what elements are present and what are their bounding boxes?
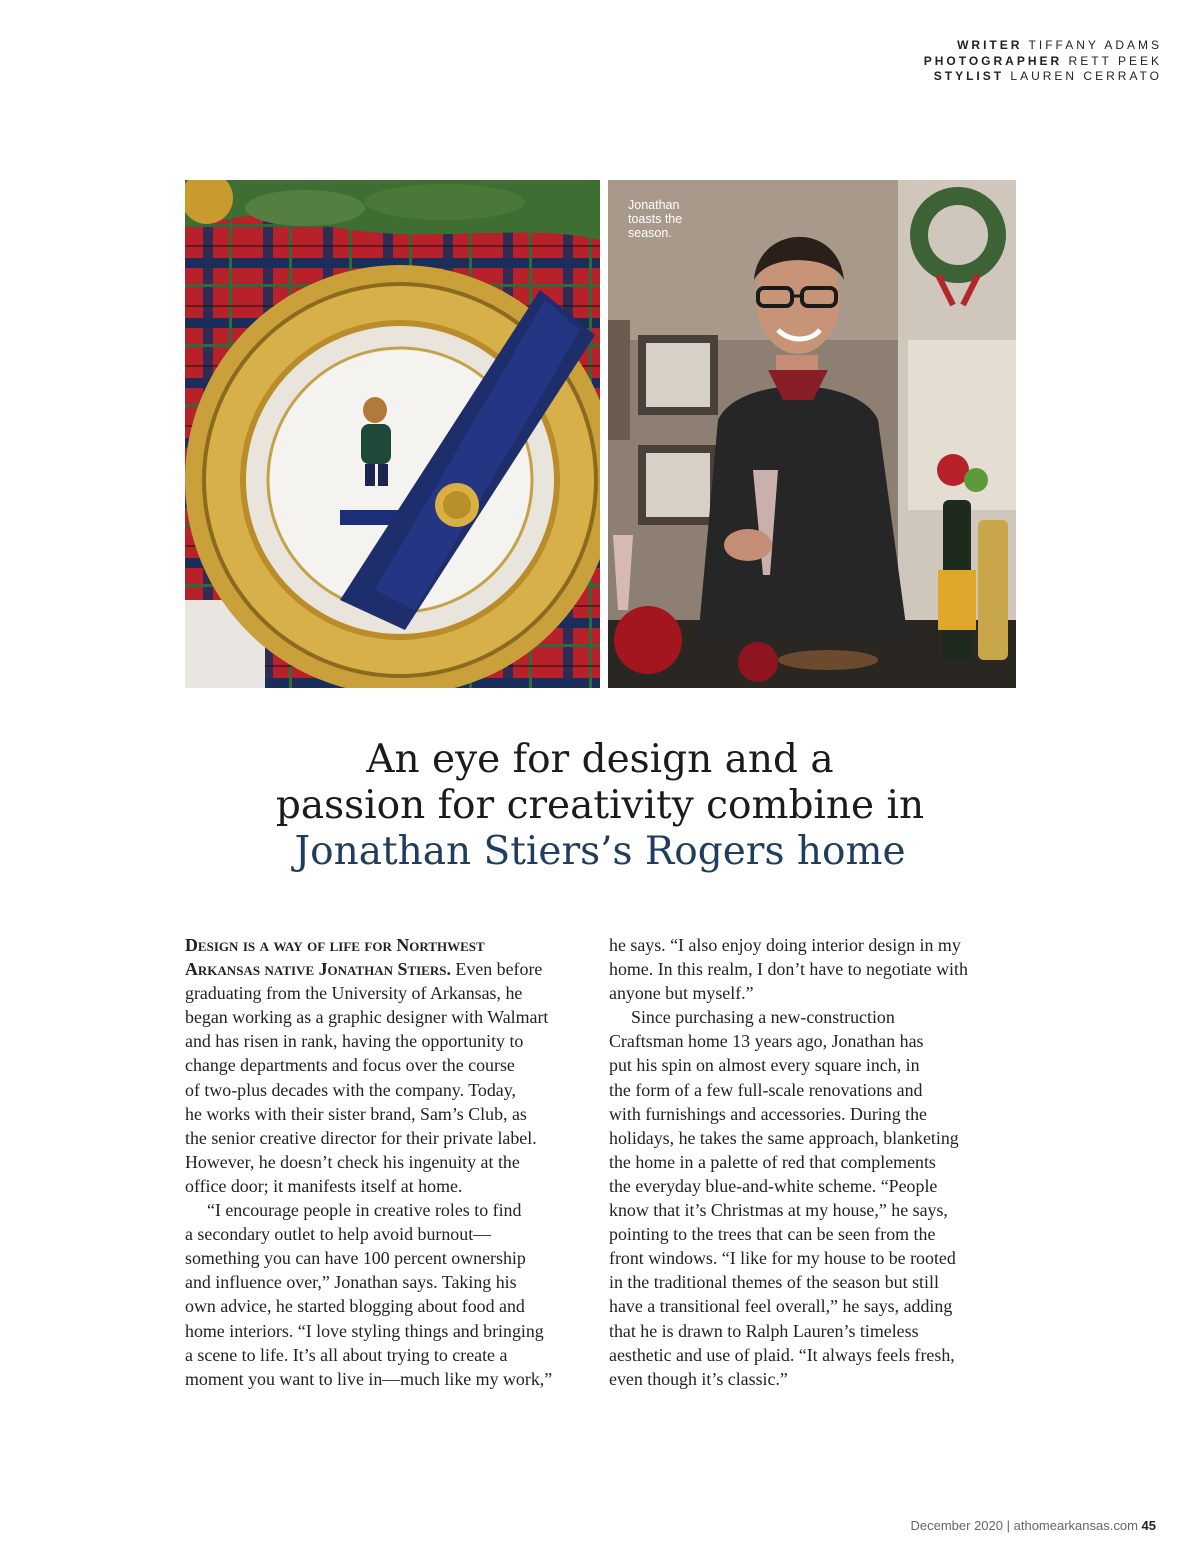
body-column-left <box>185 933 595 1391</box>
headline <box>150 737 1050 875</box>
body-column-right <box>609 933 1019 1391</box>
body-line: a secondary outlet to help avoid burnout— <box>185 1224 492 1245</box>
body-line: and has risen in rank, having the opportunity to <box>185 1031 524 1052</box>
credits-block <box>924 38 1162 85</box>
body-line: “I encourage people in creative roles to find <box>207 1200 522 1221</box>
body-line: in the traditional themes of the season but still <box>609 1272 939 1293</box>
body-line: have a transitional feel overall,” he says, adding <box>609 1296 953 1317</box>
body-line: home interiors. “I love styling things and bringing <box>185 1320 544 1341</box>
body-line: a scene to life. It’s all about trying to create a <box>185 1344 508 1365</box>
body-line: and influence over,” Jonathan says. Taking his <box>185 1272 517 1293</box>
lead-in-line: Design is a way of life for Northwest <box>185 935 485 955</box>
body-line: know that it’s Christmas at my house,” he says, <box>609 1200 948 1221</box>
footer-separator: | <box>1006 1518 1010 1533</box>
body-line: anyone but myself.” <box>609 983 754 1004</box>
stylist-credit: STYLIST LAUREN CERRATO <box>933 69 1162 83</box>
body-line: Craftsman home 13 years ago, Jonathan has <box>609 1031 924 1052</box>
body-line: that he is drawn to Ralph Lauren’s timeless <box>609 1320 919 1341</box>
body-line: began working as a graphic designer with Walmart <box>185 1007 549 1028</box>
photographer-credit: PHOTOGRAPHER RETT PEEK <box>923 53 1162 68</box>
writer-credit: WRITER TIFFANY ADAMS <box>957 38 1162 52</box>
body-line: of two-plus decades with the company. Today, <box>185 1079 516 1100</box>
body-line: aesthetic and use of plaid. “It always feels fresh, <box>609 1344 955 1365</box>
body-line: even though it’s classic.” <box>609 1368 788 1389</box>
body-line: Since purchasing a new-construction <box>631 1007 895 1028</box>
photo-caption: Jonathan toasts the season. <box>628 198 683 240</box>
body-line: he works with their sister brand, Sam’s Club, as <box>185 1103 527 1124</box>
headline-line-1: An eye for design and a <box>366 737 834 782</box>
lead-in-line <box>185 957 595 981</box>
body-line: the everyday blue-and-white scheme. “People <box>609 1175 938 1196</box>
body-text: Even before <box>455 959 543 980</box>
body-line: home. In this realm, I don’t have to negotiate with <box>609 959 968 980</box>
body-line: change departments and focus over the course <box>185 1055 515 1076</box>
body-line: with furnishings and accessories. During the <box>609 1103 927 1124</box>
man-toasting-photo <box>608 180 1016 688</box>
body-line: moment you want to live in—much like my work,” <box>185 1368 553 1389</box>
body-line: office door; it manifests itself at home. <box>185 1175 463 1196</box>
headline-line-3: Jonathan Stiers’s Rogers home <box>294 829 906 874</box>
headline-line-2: passion for creativity combine in <box>275 783 925 828</box>
body-line: graduating from the University of Arkansas, he <box>185 983 523 1004</box>
body-line: front windows. “I like for my house to be rooted <box>609 1248 956 1269</box>
page-footer <box>910 1518 1156 1533</box>
lead-in-text: Arkansas native Jonathan Stiers. <box>185 959 451 980</box>
website-link[interactable]: athomearkansas.com <box>1013 1518 1138 1533</box>
body-line: put his spin on almost every square inch, in <box>609 1055 920 1076</box>
body-line: he says. “I also enjoy doing interior design in my <box>609 935 961 955</box>
body-line: something you can have 100 percent ownership <box>185 1248 526 1269</box>
body-line: holidays, he takes the same approach, blanketing <box>609 1127 959 1148</box>
body-line: own advice, he started blogging about food and <box>185 1296 525 1317</box>
body-line: the home in a palette of red that complements <box>609 1151 936 1172</box>
page-number: 45 <box>1141 1518 1156 1533</box>
body-line: However, he doesn’t check his ingenuity at the <box>185 1151 520 1172</box>
body-line: the senior creative director for their private label. <box>185 1127 537 1148</box>
table-setting-photo <box>185 180 600 688</box>
body-line: pointing to the trees that can be seen from the <box>609 1224 936 1245</box>
body-line: the form of a few full-scale renovations and <box>609 1079 923 1100</box>
issue-date: December 2020 <box>910 1518 1003 1533</box>
